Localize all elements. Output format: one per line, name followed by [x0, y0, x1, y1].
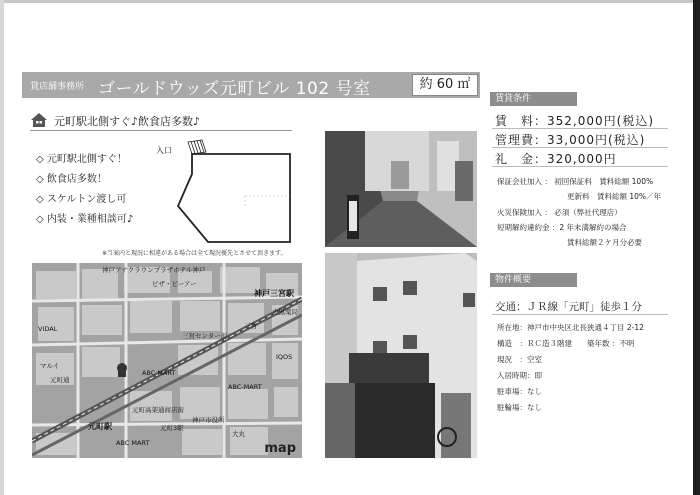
key-money-row: [495, 150, 617, 167]
map-label: ABC MART: [142, 369, 176, 377]
map-label: 元町通: [50, 376, 70, 384]
rent-row: [495, 112, 654, 129]
insurance-text: 火災保険加入 ： 必須（弊社代理店）: [497, 208, 622, 217]
rent-section-header: 賃貸条件: [490, 92, 577, 106]
feature-item: ◇ 内装・業種相談可♪: [36, 214, 134, 225]
map-label: 神戸アナクラウンプラザホテル神戸: [102, 266, 206, 274]
key-money-label: 礼 金：: [495, 152, 548, 166]
house-icon: [30, 112, 48, 128]
feature-item: ◇ 元町駅北側すぐ！: [36, 154, 127, 165]
divider: [492, 128, 668, 129]
divider: [492, 314, 668, 315]
scan-border-left: [0, 0, 4, 495]
map-label: 大黒薬局: [272, 308, 298, 316]
cancel-penalty-text: 短期解約違約金 ：2 年未満解約の場合: [497, 223, 627, 232]
map-label: 大丸: [232, 430, 245, 438]
cancel-penalty-amount: 賃料総額２ケ月分必要: [567, 238, 642, 247]
map-label: 神戸市役所: [192, 416, 225, 424]
map-label: ABC-MART: [228, 383, 262, 391]
feature-item: ◇ 飲食店多数！: [36, 174, 107, 185]
map-label: ピザ・ピーアー: [152, 280, 197, 288]
rent-label: 賃 料：: [495, 114, 548, 128]
map-label: IQOS: [276, 353, 293, 361]
map-label: VIDAL: [38, 325, 58, 333]
renewal-fee-text: 更新料 賃料総額 10%／年: [567, 192, 662, 201]
parking-text: 駐車場：なし: [497, 387, 542, 396]
catch-text: 元町駅北側すぐ♪飲食店多数♪: [54, 115, 201, 128]
map-label: 元町高架通商店街: [132, 406, 184, 414]
structure-text: 構造 ：ＲＣ造３階建 築年数 ：不明: [497, 339, 635, 348]
scan-border-top: [0, 0, 700, 3]
status-text: 現況 ：空室: [497, 355, 542, 364]
guarantee-text: 保証会社加入 ： 初回保証料 賃料総額 100%: [497, 177, 654, 186]
map-label: ABC MART: [116, 439, 150, 447]
move-in-text: 入居時期：即: [497, 371, 542, 380]
map-logo: map: [264, 441, 296, 456]
management-fee-row: [495, 131, 645, 148]
key-money-value: 320,000円: [547, 152, 617, 166]
map-label: 三宮: [244, 322, 257, 330]
feature-list: [36, 150, 133, 230]
property-section-header: 物件概要: [490, 273, 577, 287]
management-fee-value: 33,000円(税込): [547, 133, 646, 147]
map-label: 神戸三宮駅: [254, 289, 294, 298]
scan-border-right: [693, 0, 700, 495]
location-map[interactable]: [32, 263, 302, 458]
building-photo: [325, 253, 477, 458]
divider: [492, 166, 668, 167]
rent-value: 352,000円(税込): [547, 114, 655, 128]
floor-plan: [150, 138, 300, 248]
access-text: 交通：ＪＲ線「元町」徒歩１分: [495, 301, 642, 313]
map-label: マルイ: [40, 362, 60, 370]
bicycle-parking-text: 駐輪場：なし: [497, 403, 542, 412]
stairs: [188, 140, 206, 154]
divider: [30, 130, 292, 131]
catch-line: [30, 112, 300, 130]
property-title: ゴールドウッズ元町ビル 102 号室: [98, 79, 371, 99]
feature-item: ◇ スケルトン渡し可: [36, 194, 127, 205]
address-text: 所在地：神戸市中央区北長狭通４丁目 2-12: [497, 323, 644, 332]
street-photo: [325, 131, 477, 247]
disclaimer-note: ※当案内と現況に相違がある場合は全て現況優先とさせて頂きます。: [102, 250, 287, 257]
management-fee-label: 管理費：: [495, 133, 548, 147]
title-bar: [22, 72, 480, 98]
divider: [492, 147, 668, 148]
map-label: 三宮センター街: [182, 332, 228, 340]
floor-plan-outline: [178, 154, 290, 242]
map-label: 元町駅: [88, 422, 112, 431]
property-type-tag: 貸店舗事務所: [30, 82, 85, 92]
area-badge: 約 60 ㎡: [412, 74, 478, 96]
entrance-label: 入口: [156, 146, 172, 155]
map-label: 元町3駅: [160, 424, 184, 432]
